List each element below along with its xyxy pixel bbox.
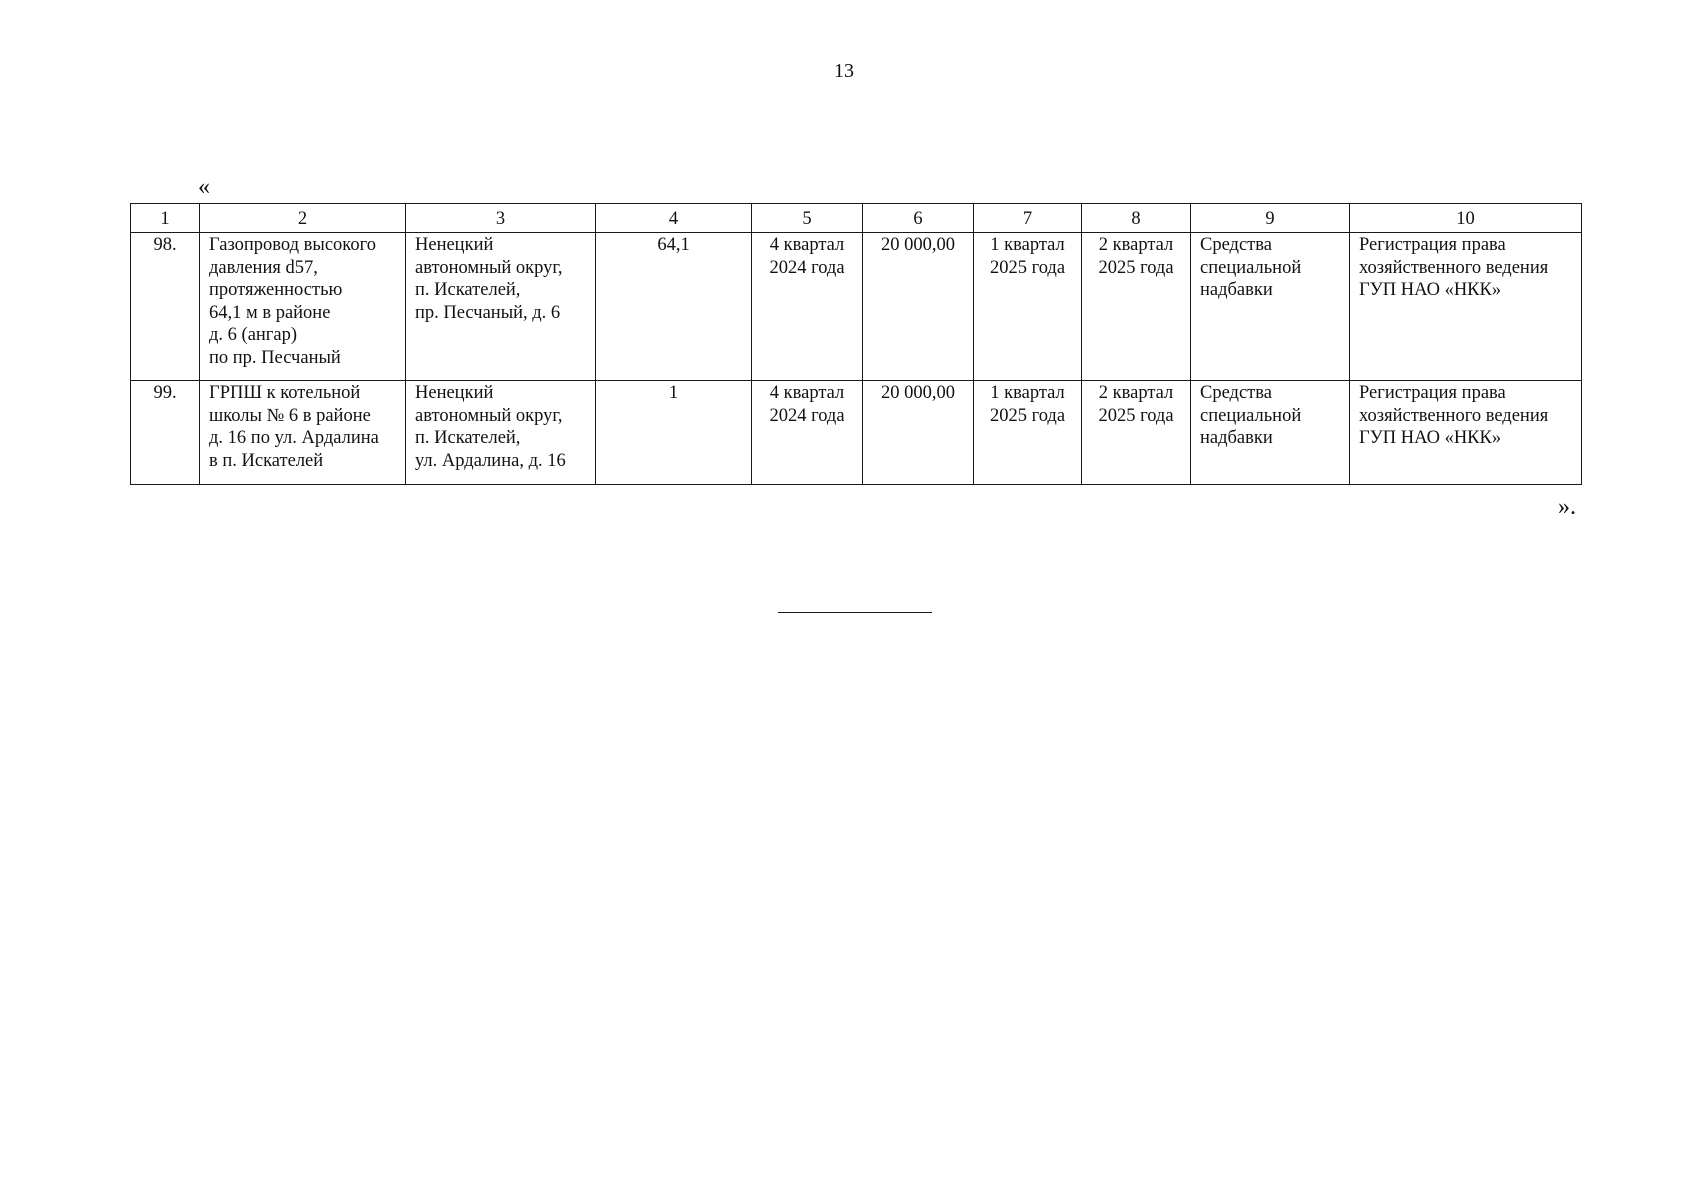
- row-number: 98.: [131, 233, 200, 381]
- text-line: 2024 года: [769, 257, 845, 278]
- funding-source-cell: [1191, 233, 1350, 381]
- column-header: 9: [1191, 204, 1350, 233]
- text-line: п. Искателей,: [415, 280, 521, 300]
- column-header: 10: [1350, 204, 1582, 233]
- object-name-cell: [200, 233, 406, 381]
- text-line: ГУП НАО «НКК»: [1359, 280, 1502, 300]
- text-line: 2025 года: [989, 405, 1066, 426]
- column-header: 2: [200, 204, 406, 233]
- page-number: 13: [834, 60, 854, 82]
- document-table: [130, 203, 1582, 485]
- length-cell: 1: [596, 381, 752, 485]
- column-header: 1: [131, 204, 200, 233]
- text-line: д. 16 по ул. Ардалина: [209, 428, 379, 448]
- end-work-period-cell: [974, 233, 1082, 381]
- note-cell: [1350, 233, 1582, 381]
- note-cell: [1350, 381, 1582, 485]
- address-cell: [406, 381, 596, 485]
- text-line: протяженностью: [209, 280, 343, 300]
- text-line: пр. Песчаный, д. 6: [415, 302, 561, 323]
- column-header: 5: [752, 204, 863, 233]
- text-line: 2 квартал: [1098, 235, 1174, 255]
- funding-source-cell: [1191, 381, 1350, 485]
- text-line: 64,1 м в районе: [209, 302, 331, 323]
- text-line: специальной: [1200, 405, 1302, 426]
- text-line: автономный округ,: [415, 405, 563, 426]
- column-header: 4: [596, 204, 752, 233]
- start-period-cell: [752, 381, 863, 485]
- column-header: 8: [1082, 204, 1191, 233]
- text-line: хозяйственного ведения: [1359, 257, 1549, 278]
- text-line: автономный округ,: [415, 257, 563, 278]
- closing-quote-mark: ».: [1558, 494, 1576, 520]
- text-line: Ненецкий: [415, 235, 494, 255]
- text-line: п. Искателей,: [415, 428, 521, 448]
- end-registration-period-cell: [1082, 381, 1191, 485]
- table-row: [131, 381, 1582, 485]
- text-line: школы № 6 в районе: [209, 405, 371, 426]
- text-line: Газопровод высокого: [209, 235, 376, 255]
- length-cell: 64,1: [596, 233, 752, 381]
- text-line: 4 квартал: [769, 383, 845, 403]
- text-line: 2024 года: [769, 405, 845, 426]
- text-line: Средства: [1200, 383, 1272, 403]
- text-line: 2025 года: [1098, 257, 1174, 278]
- text-line: Регистрация права: [1359, 383, 1506, 403]
- column-header: 6: [863, 204, 974, 233]
- text-line: давления d57,: [209, 257, 318, 278]
- address-cell: [406, 233, 596, 381]
- text-line: 2 квартал: [1098, 383, 1174, 403]
- column-header: 7: [974, 204, 1082, 233]
- text-line: ул. Ардалина, д. 16: [415, 450, 566, 471]
- text-line: по пр. Песчаный: [209, 347, 341, 368]
- text-line: Ненецкий: [415, 383, 494, 403]
- text-line: 1 квартал: [990, 235, 1065, 255]
- text-line: надбавки: [1200, 280, 1273, 300]
- separator-line: [778, 612, 932, 613]
- text-line: ГУП НАО «НКК»: [1359, 428, 1502, 448]
- text-line: 1 квартал: [990, 383, 1065, 403]
- table-header-row: [131, 204, 1582, 233]
- cost-cell: 20 000,00: [863, 233, 974, 381]
- text-line: хозяйственного ведения: [1359, 405, 1549, 426]
- end-work-period-cell: [974, 381, 1082, 485]
- text-line: в п. Искателей: [209, 450, 324, 471]
- text-line: ГРПШ к котельной: [209, 383, 361, 403]
- row-number: 99.: [131, 381, 200, 485]
- text-line: 2025 года: [989, 257, 1066, 278]
- text-line: д. 6 (ангар): [209, 325, 298, 345]
- text-line: Регистрация права: [1359, 235, 1506, 255]
- opening-quote-mark: «: [198, 174, 210, 200]
- text-line: специальной: [1200, 257, 1302, 278]
- text-line: надбавки: [1200, 428, 1273, 448]
- object-name-cell: [200, 381, 406, 485]
- text-line: 2025 года: [1098, 405, 1174, 426]
- text-line: Средства: [1200, 235, 1272, 255]
- start-period-cell: [752, 233, 863, 381]
- cost-cell: 20 000,00: [863, 381, 974, 485]
- table-row: [131, 233, 1582, 381]
- column-header: 3: [406, 204, 596, 233]
- end-registration-period-cell: [1082, 233, 1191, 381]
- text-line: 4 квартал: [769, 235, 845, 255]
